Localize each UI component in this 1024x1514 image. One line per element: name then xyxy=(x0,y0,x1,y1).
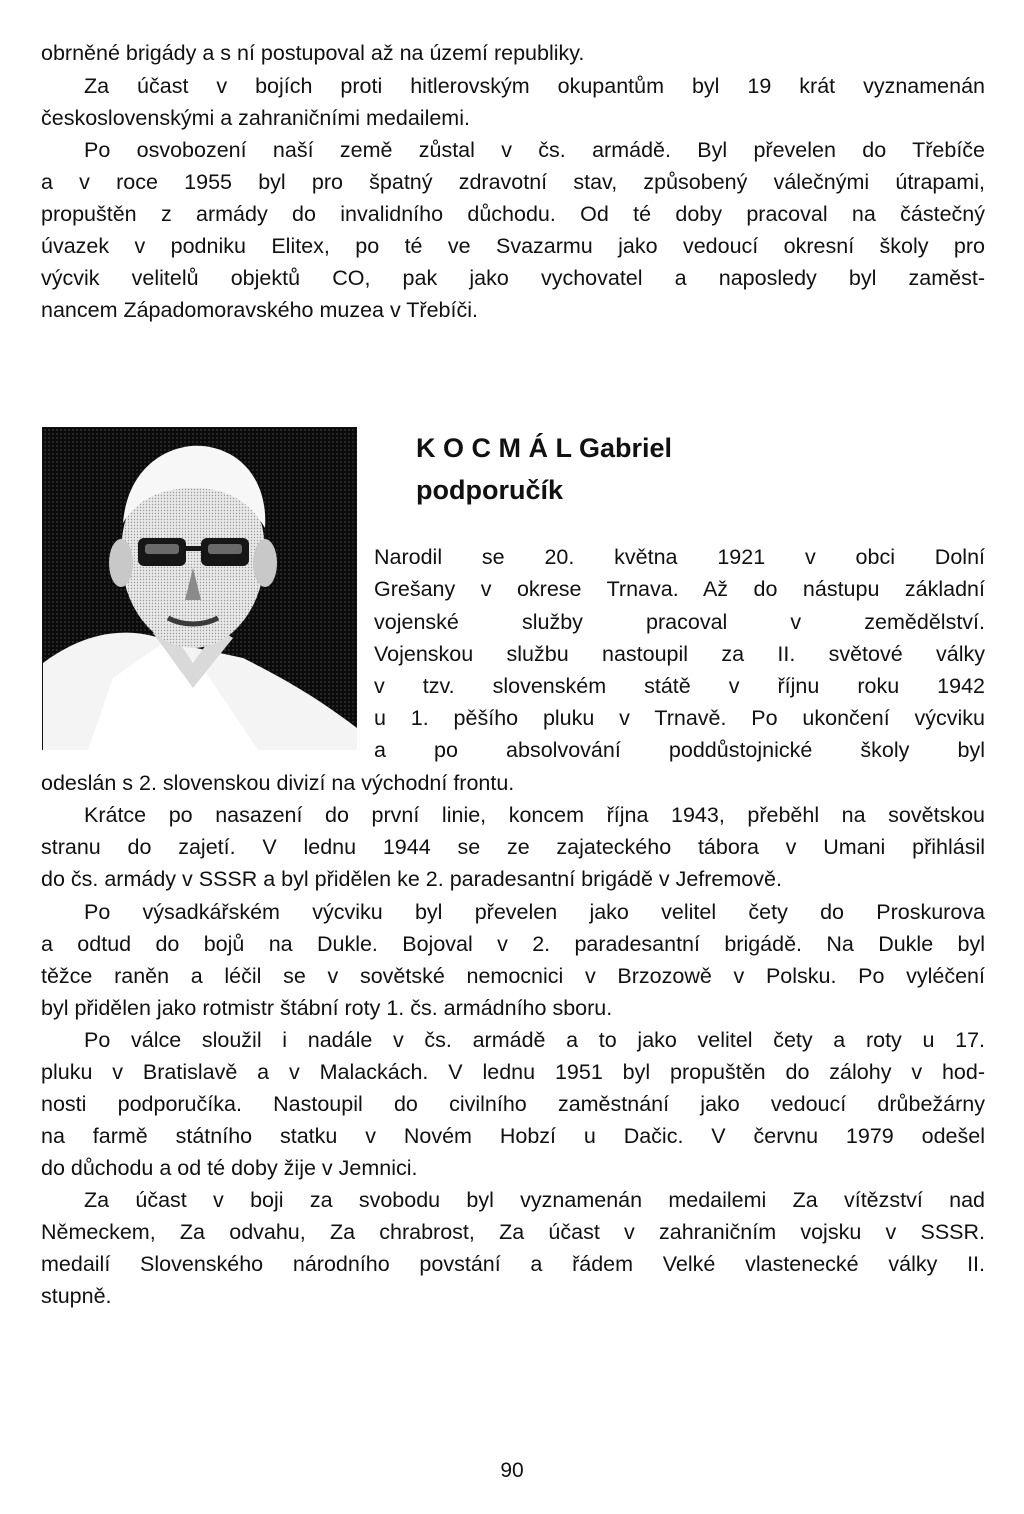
text-line: výcvik velitelů objektů CO, pak jako vychovatel a naposledy byl zaměst- xyxy=(41,266,985,290)
rank-heading: podporučík xyxy=(416,475,563,505)
text-line: Po válce sloužil i nadále v čs. armádě a to jako velitel čety a roty u 17. xyxy=(84,1028,985,1052)
text-line: Po osvobození naší země zůstal v čs. armádě. Byl převelen do Třebíče xyxy=(84,138,985,162)
text-line: stranu do zajetí. V lednu 1944 se ze zajateckého tábora v Umani přihlásil xyxy=(41,835,985,859)
text-line: Německem, Za odvahu, Za chrabrost, Za účast v zahraničním vojsku v SSSR. xyxy=(41,1220,985,1244)
text-line: do čs. armády v SSSR a byl přidělen ke 2. paradesantní brigádě v Jefremově. xyxy=(41,867,782,891)
text-line: nancem Západomoravského muzea v Třebíči. xyxy=(41,298,478,322)
text-line: Za účast v bojích proti hitlerovským okupantům byl 19 krát vyznamenán xyxy=(84,74,985,98)
text-line: Vojenskou službu nastoupil za II. světové války xyxy=(374,642,985,666)
text-line: a po absolvování poddůstojnické školy byl xyxy=(374,738,985,762)
text-line: obrněné brigády a s ní postupoval až na území republiky. xyxy=(41,41,585,65)
text-line: na farmě státního statku v Novém Hobzí u Dačic. V červnu 1979 odešel xyxy=(41,1124,985,1148)
text-line: československými a zahraničními medailemi. xyxy=(41,106,470,130)
text-line: pluku v Bratislavě a v Malackách. V lednu 1951 byl propuštěn do zálohy v hod- xyxy=(41,1060,985,1084)
page-number: 90 xyxy=(500,1459,524,1482)
text-line: byl přidělen jako rotmistr štábní roty 1. čs. armádního sboru. xyxy=(41,996,613,1020)
text-line: Grešany v okrese Trnava. Až do nástupu základní xyxy=(374,577,985,601)
text-line: odeslán s 2. slovenskou divizí na východní frontu. xyxy=(41,771,515,795)
text-line: těžce raněn a léčil se v sovětské nemocnici v Brzozowě v Polsku. Po vyléčení xyxy=(41,964,985,988)
text-line: Krátce po nasazení do první linie, koncem října 1943, přeběhl na sovětskou xyxy=(84,803,985,827)
text-line: úvazek v podniku Elitex, po té ve Svazarmu jako vedoucí okresní školy pro xyxy=(41,234,985,258)
text-line: a v roce 1955 byl pro špatný zdravotní stav, způsobený válečnými útrapami, xyxy=(41,170,985,194)
text-line: stupně. xyxy=(41,1284,112,1308)
text-line: do důchodu a od té doby žije v Jemnici. xyxy=(41,1156,418,1180)
text-line: vojenské služby pracoval v zemědělství. xyxy=(374,610,985,634)
text-line: Narodil se 20. května 1921 v obci Dolní xyxy=(374,545,985,569)
text-line: a odtud do bojů na Dukle. Bojoval v 2. paradesantní brigádě. Na Dukle byl xyxy=(41,932,985,956)
text-line: v tzv. slovenském státě v říjnu roku 1942 xyxy=(374,674,985,698)
text-line: Po výsadkářském výcviku byl převelen jako velitel čety do Proskurova xyxy=(84,900,985,924)
text-line: u 1. pěšího pluku v Trnavě. Po ukončení výcviku xyxy=(374,706,985,730)
text-line: Za účast v boji za svobodu byl vyznamenán medailemi Za vítězství nad xyxy=(84,1188,985,1212)
text-line: propuštěn z armády do invalidního důchodu. Od té doby pracoval na částečný xyxy=(41,202,985,226)
portrait-photo xyxy=(42,427,357,750)
person-name-heading: K O C M Á L Gabriel xyxy=(416,433,673,463)
text-line: medailí Slovenského národního povstání a řádem Velké vlastenecké války II. xyxy=(41,1252,985,1276)
text-line: nosti podporučíka. Nastoupil do civilního zaměstnání jako vedoucí drůbežárny xyxy=(41,1092,985,1116)
